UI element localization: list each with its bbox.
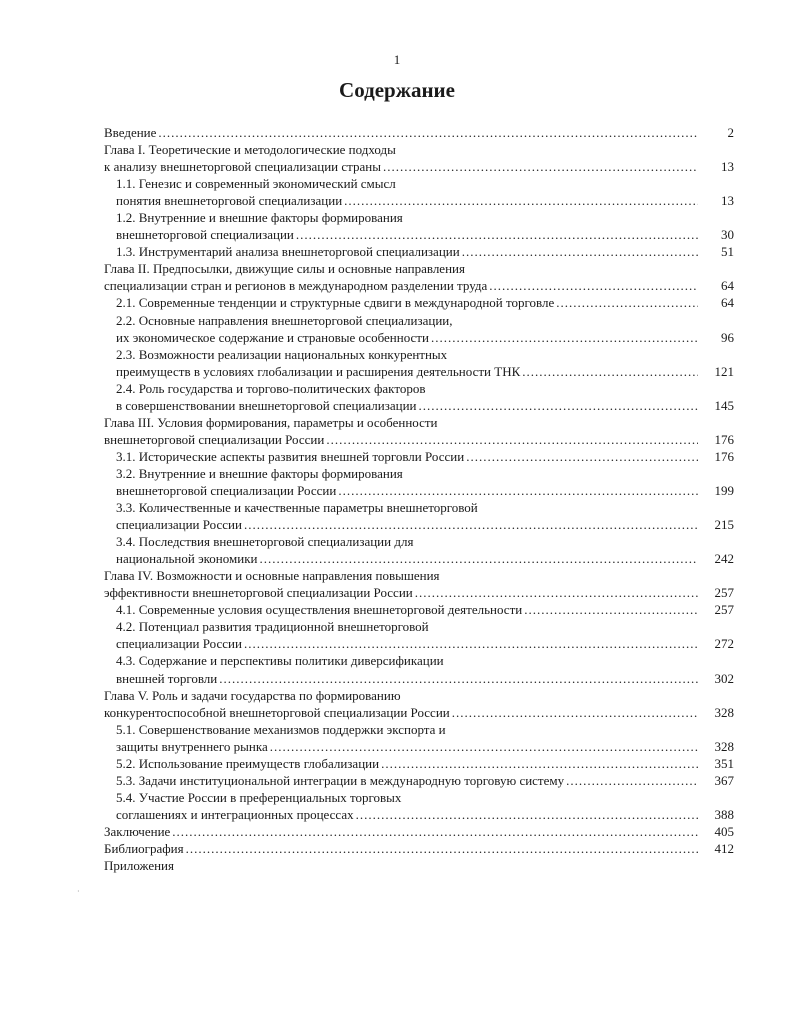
toc-entry-text: в совершенствовании внешнеторговой специализации: [116, 397, 417, 413]
toc-entry-row: [116, 738, 734, 755]
toc-entry: [104, 823, 734, 840]
dot-leader: [383, 158, 698, 175]
toc-entry-row: [116, 635, 734, 652]
toc-entry-text: Глава II. Предпосылки, движущие силы и основные направления: [104, 261, 465, 277]
toc-entry-text: 5.4. Участие России в преференциальных торговых: [116, 789, 402, 805]
toc-page-number: 176: [714, 431, 734, 447]
toc-entry: [116, 243, 734, 260]
toc-page-number: 64: [721, 278, 734, 294]
toc-entry-text: Введение: [104, 125, 157, 140]
toc-entry-text: Глава I. Теоретические и методологические подходы: [104, 142, 396, 158]
dot-leader: [186, 840, 698, 857]
dot-leader: [270, 738, 698, 755]
dot-leader: [244, 635, 698, 652]
toc-entry: [116, 601, 734, 618]
toc-page-number: 257: [714, 602, 734, 618]
toc-page-number: 388: [714, 806, 734, 822]
toc-entry: [104, 414, 734, 448]
toc-entry: [116, 533, 734, 567]
toc-page-number: 13: [721, 159, 734, 175]
toc-entry-text: специализации стран и регионов в международном разделении труда: [104, 278, 488, 294]
toc-entry: [104, 124, 734, 141]
dot-leader: [158, 124, 698, 141]
toc-entry-text: 3.2. Внутренние и внешние факторы формирования: [116, 465, 403, 481]
toc-entry: [116, 448, 734, 465]
toc-page-number: 412: [714, 840, 734, 856]
dot-leader: [489, 277, 698, 294]
page-title: Содержание: [339, 78, 455, 102]
toc-entry-row: [116, 516, 734, 533]
toc-page-number: 96: [721, 329, 734, 345]
toc-entry: [116, 721, 734, 755]
toc-entry-row: [116, 482, 734, 499]
toc-page-number: 176: [714, 448, 734, 464]
dot-leader: [338, 482, 698, 499]
dot-leader: [326, 431, 698, 448]
toc-page-number: 257: [714, 585, 734, 601]
dot-leader: [524, 601, 698, 618]
toc-entry-text: внешнеторговой специализации: [116, 227, 294, 243]
toc-page-number: 51: [721, 244, 734, 260]
toc-entry-text: к анализу внешнеторговой специализации страны: [104, 159, 381, 175]
dot-leader: [344, 192, 698, 209]
toc-entry-text: Глава V. Роль и задачи государства по формированию: [104, 687, 401, 703]
toc-entry-row: [104, 584, 734, 601]
dot-leader: [259, 550, 698, 567]
toc-entry: [116, 652, 734, 686]
toc-page-number: 145: [714, 397, 734, 413]
toc-page-number: 2: [727, 125, 734, 140]
toc-entry-text: 5.3. Задачи институциональной интеграции в международную торговую систему: [116, 772, 565, 788]
toc-page-number: 242: [714, 551, 734, 567]
toc-entry-text: внешнеторговой специализации России: [116, 482, 337, 498]
toc-entry-row: [116, 601, 734, 618]
toc-entry-row: [104, 431, 734, 448]
toc-entry: [116, 312, 734, 346]
toc-entry-text: 4.3. Содержание и перспективы политики диверсификации: [116, 653, 444, 669]
toc-entry-text: 1.2. Внутренние и внешние факторы формирования: [116, 210, 403, 226]
toc-entry: [116, 465, 734, 499]
toc-entry-text: Приложения: [104, 858, 174, 874]
toc-entry-text: внешнеторговой специализации России: [104, 431, 325, 447]
toc-entry-text: 2.4. Роль государства и торгово-политических факторов: [116, 380, 426, 396]
toc-entry-row: [116, 243, 734, 260]
toc-page-number: 215: [714, 517, 734, 533]
toc-entry: [104, 857, 734, 874]
toc-page-number: 302: [714, 670, 734, 686]
toc-entry-text: их экономическое содержание и страновые особенности: [116, 329, 429, 345]
toc-entry-text: 2.1. Современные тенденции и структурные сдвиги в международной торговле: [116, 295, 555, 311]
toc-entry: [116, 294, 734, 311]
dot-leader: [418, 397, 698, 414]
toc-entry-text: 4.1. Современные условия осуществления внешнеторговой деятельности: [116, 602, 523, 618]
dot-leader: [462, 243, 698, 260]
toc-entry-text: 2.2. Основные направления внешнеторговой специализации,: [116, 312, 453, 328]
toc-entry-text: 5.1. Совершенствование механизмов поддержки экспорта и: [116, 721, 446, 737]
toc-entry-text: специализации России: [116, 636, 242, 652]
toc-entry-row: [116, 363, 734, 380]
toc-entry-row: [116, 670, 734, 687]
toc-entry: [116, 789, 734, 823]
toc-entry-row: [116, 294, 734, 311]
toc-entry-text: понятия внешнеторговой специализации: [116, 193, 343, 209]
dot-leader: [452, 704, 698, 721]
toc-entry-text: Библиография: [104, 840, 184, 856]
dot-leader: [219, 670, 698, 687]
toc-entry-text: специализации России: [116, 517, 242, 533]
toc-entry: [104, 567, 734, 601]
dot-leader: [172, 823, 698, 840]
toc-entry-row: [116, 550, 734, 567]
dot-leader: [556, 294, 698, 311]
toc-entry-text: преимуществ в условиях глобализации и расширения деятельности ТНК: [116, 363, 521, 379]
toc-entry-text: 4.2. Потенциал развития традиционной внешнеторговой: [116, 619, 429, 635]
toc-entry: [104, 260, 734, 294]
toc-page-number: 405: [714, 823, 734, 839]
toc-entry-text: 3.4. Последствия внешнеторговой специализации для: [116, 534, 414, 550]
toc-entry-row: [116, 806, 734, 823]
table-of-contents: [104, 124, 734, 874]
toc-entry-row: [104, 840, 734, 857]
page-number: 1: [393, 52, 401, 67]
toc-entry: [116, 618, 734, 652]
toc-entry-row: [116, 397, 734, 414]
dot-leader: [296, 226, 698, 243]
toc-entry-text: 5.2. Использование преимуществ глобализации: [116, 755, 380, 771]
dot-leader: [566, 772, 698, 789]
dot-leader: [431, 329, 698, 346]
toc-entry-text: внешней торговли: [116, 670, 218, 686]
toc-entry-row: [116, 448, 734, 465]
toc-page-number: 351: [714, 755, 734, 771]
toc-entry-row: [104, 704, 734, 721]
toc-entry-text: национальной экономики: [116, 551, 258, 567]
toc-entry: [116, 346, 734, 380]
dot-leader: [381, 755, 698, 772]
toc-entry-text: эффективности внешнеторговой специализации России: [104, 585, 413, 601]
margin-dot: ·: [77, 887, 80, 896]
toc-entry-row: [104, 124, 734, 141]
toc-entry-text: Глава III. Условия формирования, параметры и особенности: [104, 414, 438, 430]
toc-entry-row: [104, 857, 734, 874]
dot-leader: [244, 516, 698, 533]
toc-page-number: 121: [714, 363, 734, 379]
toc-entry: [104, 141, 734, 175]
toc-entry-text: 3.3. Количественные и качественные параметры внешнеторговой: [116, 500, 478, 516]
toc-entry-row: [104, 158, 734, 175]
toc-page-number: 328: [714, 738, 734, 754]
toc-entry-row: [104, 823, 734, 840]
toc-entry: [116, 772, 734, 789]
dot-leader: [522, 363, 698, 380]
toc-entry-row: [116, 226, 734, 243]
toc-entry-text: конкурентоспособной внешнеторговой специализации России: [104, 704, 450, 720]
toc-entry: [116, 380, 734, 414]
toc-entry-text: Заключение: [104, 823, 171, 839]
toc-entry-text: соглашениях и интеграционных процессах: [116, 806, 354, 822]
toc-entry-text: Глава IV. Возможности и основные направления повышения: [104, 568, 440, 584]
toc-entry-row: [116, 329, 734, 346]
toc-entry-row: [116, 192, 734, 209]
dot-leader: [356, 806, 698, 823]
toc-entry-text: защиты внутреннего рынка: [116, 738, 268, 754]
toc-page-number: 367: [714, 772, 734, 788]
toc-page-number: 64: [721, 295, 734, 311]
toc-entry: [104, 687, 734, 721]
toc-entry-row: [116, 755, 734, 772]
toc-entry-text: 1.1. Генезис и современный экономический смысл: [116, 176, 396, 192]
toc-entry: [116, 499, 734, 533]
toc-entry-row: [104, 277, 734, 294]
dot-leader: [466, 448, 698, 465]
toc-page-number: 13: [721, 193, 734, 209]
dot-leader: [415, 584, 698, 601]
toc-entry: [116, 175, 734, 209]
toc-entry-row: [116, 772, 734, 789]
toc-entry: [104, 840, 734, 857]
toc-page-number: 328: [714, 704, 734, 720]
toc-entry-text: 3.1. Исторические аспекты развития внешней торговли России: [116, 448, 465, 464]
toc-entry-text: 2.3. Возможности реализации национальных конкурентных: [116, 346, 448, 362]
toc-entry-text: 1.3. Инструментарий анализа внешнеторговой специализации: [116, 244, 460, 260]
toc-page-number: 199: [714, 482, 734, 498]
toc-page-number: 272: [714, 636, 734, 652]
toc-entry: [116, 755, 734, 772]
toc-page-number: 30: [721, 227, 734, 243]
toc-entry: [116, 209, 734, 243]
